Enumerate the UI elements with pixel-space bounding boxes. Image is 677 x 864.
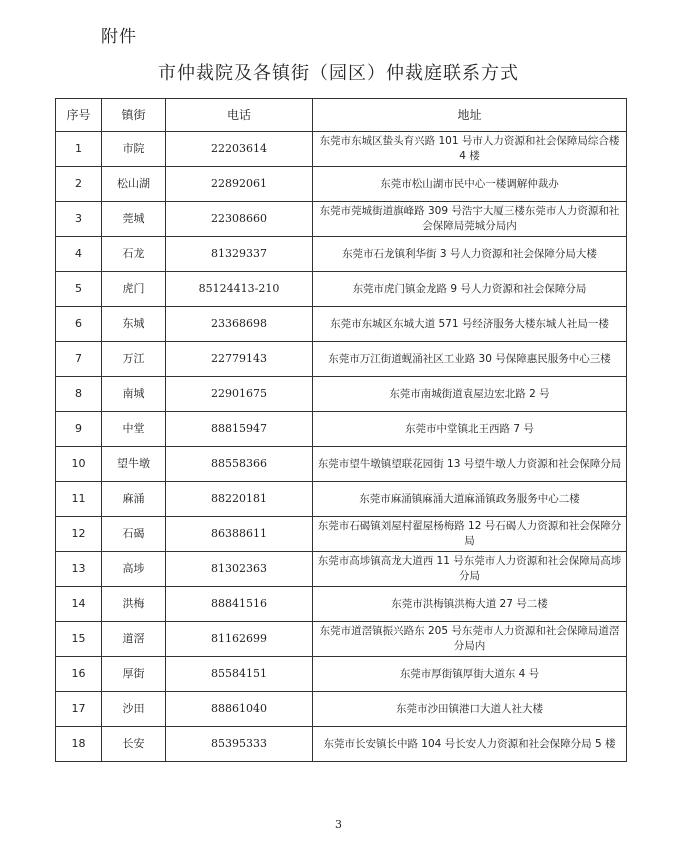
cell-town: 长安: [102, 727, 166, 762]
page-number: 3: [335, 818, 342, 831]
cell-phone: 88220181: [166, 482, 313, 517]
cell-phone: 22892061: [166, 167, 313, 202]
column-header-address: 地址: [313, 99, 627, 132]
cell-number: 13: [56, 552, 102, 587]
cell-address: 东莞市松山湖市民中心一楼调解仲裁办: [313, 167, 627, 202]
table-row: [56, 517, 627, 552]
cell-phone: 23368698: [166, 307, 313, 342]
cell-phone: 86388611: [166, 517, 313, 552]
cell-town: 万江: [102, 342, 166, 377]
cell-phone: 22203614: [166, 132, 313, 167]
cell-town: 石碣: [102, 517, 166, 552]
cell-phone: 81162699: [166, 622, 313, 657]
cell-phone: 88861040: [166, 692, 313, 727]
table-row: [56, 692, 627, 727]
cell-town: 道滘: [102, 622, 166, 657]
table-header-row: [56, 99, 627, 132]
cell-number: 17: [56, 692, 102, 727]
cell-town: 麻涌: [102, 482, 166, 517]
cell-phone: 88815947: [166, 412, 313, 447]
table-row: [56, 237, 627, 272]
cell-town: 东城: [102, 307, 166, 342]
cell-phone: 88841516: [166, 587, 313, 622]
table-row: [56, 447, 627, 482]
table-row: [56, 272, 627, 307]
cell-address: 东莞市麻涌镇麻涌大道麻涌镇政务服务中心二楼: [313, 482, 627, 517]
cell-number: 2: [56, 167, 102, 202]
cell-address: 东莞市万江街道蚬涌社区工业路 30 号保障惠民服务中心三楼: [313, 342, 627, 377]
cell-address: 东莞市洪梅镇洪梅大道 27 号二楼: [313, 587, 627, 622]
document-title: 市仲裁院及各镇街（园区）仲裁庭联系方式: [158, 63, 519, 84]
cell-town: 高埗: [102, 552, 166, 587]
cell-address: 东莞市南城街道袁屋边宏北路 2 号: [313, 377, 627, 412]
cell-number: 5: [56, 272, 102, 307]
table-row: [56, 202, 627, 237]
table-row: [56, 377, 627, 412]
cell-address: 东莞市莞城街道旗峰路 309 号浩宇大厦三楼东莞市人力资源和社会保障局莞城分局内: [313, 202, 627, 237]
cell-town: 沙田: [102, 692, 166, 727]
cell-number: 1: [56, 132, 102, 167]
cell-number: 14: [56, 587, 102, 622]
cell-address: 东莞市东城区蛰头育兴路 101 号市人力资源和社会保障局综合楼 4 楼: [313, 132, 627, 167]
cell-number: 4: [56, 237, 102, 272]
cell-address: 东莞市东城区东城大道 571 号经济服务大楼东城人社局一楼: [313, 307, 627, 342]
cell-phone: 22779143: [166, 342, 313, 377]
cell-number: 11: [56, 482, 102, 517]
cell-town: 虎门: [102, 272, 166, 307]
table-row: [56, 657, 627, 692]
table-row: [56, 727, 627, 762]
cell-address: 东莞市虎门镇金龙路 9 号人力资源和社会保障分局: [313, 272, 627, 307]
cell-town: 松山湖: [102, 167, 166, 202]
cell-town: 石龙: [102, 237, 166, 272]
cell-phone: 88558366: [166, 447, 313, 482]
cell-number: 7: [56, 342, 102, 377]
column-header-number: 序号: [56, 99, 102, 132]
cell-town: 厚街: [102, 657, 166, 692]
table-body: [56, 132, 627, 762]
cell-address: 东莞市高埗镇高龙大道西 11 号东莞市人力资源和社会保障局高埗分局: [313, 552, 627, 587]
contact-table: [55, 98, 627, 762]
table-row: [56, 167, 627, 202]
cell-number: 12: [56, 517, 102, 552]
table-row: [56, 622, 627, 657]
cell-phone: 22308660: [166, 202, 313, 237]
column-header-town: 镇街: [102, 99, 166, 132]
attachment-label: 附件: [101, 27, 137, 47]
column-header-phone: 电话: [166, 99, 313, 132]
table-row: [56, 587, 627, 622]
cell-number: 6: [56, 307, 102, 342]
table-row: [56, 412, 627, 447]
cell-phone: 85395333: [166, 727, 313, 762]
cell-phone: 22901675: [166, 377, 313, 412]
cell-town: 中堂: [102, 412, 166, 447]
cell-town: 洪梅: [102, 587, 166, 622]
cell-address: 东莞市中堂镇北王西路 7 号: [313, 412, 627, 447]
cell-address: 东莞市望牛墩镇望联花园街 13 号望牛墩人力资源和社会保障分局: [313, 447, 627, 482]
cell-phone: 81302363: [166, 552, 313, 587]
cell-number: 18: [56, 727, 102, 762]
table-row: [56, 132, 627, 167]
cell-address: 东莞市石碣镇刘屋村翟屋杨梅路 12 号石碣人力资源和社会保障分局: [313, 517, 627, 552]
cell-town: 莞城: [102, 202, 166, 237]
cell-address: 东莞市长安镇长中路 104 号长安人力资源和社会保障分局 5 楼: [313, 727, 627, 762]
table-row: [56, 342, 627, 377]
cell-town: 市院: [102, 132, 166, 167]
cell-number: 16: [56, 657, 102, 692]
cell-address: 东莞市石龙镇利华街 3 号人力资源和社会保障分局大楼: [313, 237, 627, 272]
table-row: [56, 482, 627, 517]
table-row: [56, 307, 627, 342]
cell-town: 南城: [102, 377, 166, 412]
cell-phone: 85124413-210: [166, 272, 313, 307]
cell-address: 东莞市道滘镇振兴路东 205 号东莞市人力资源和社会保障局道滘分局内: [313, 622, 627, 657]
cell-address: 东莞市厚街镇厚街大道东 4 号: [313, 657, 627, 692]
cell-phone: 81329337: [166, 237, 313, 272]
cell-number: 10: [56, 447, 102, 482]
cell-number: 15: [56, 622, 102, 657]
cell-number: 8: [56, 377, 102, 412]
table-row: [56, 552, 627, 587]
cell-town: 望牛墩: [102, 447, 166, 482]
cell-address: 东莞市沙田镇港口大道人社大楼: [313, 692, 627, 727]
cell-number: 3: [56, 202, 102, 237]
cell-number: 9: [56, 412, 102, 447]
cell-phone: 85584151: [166, 657, 313, 692]
